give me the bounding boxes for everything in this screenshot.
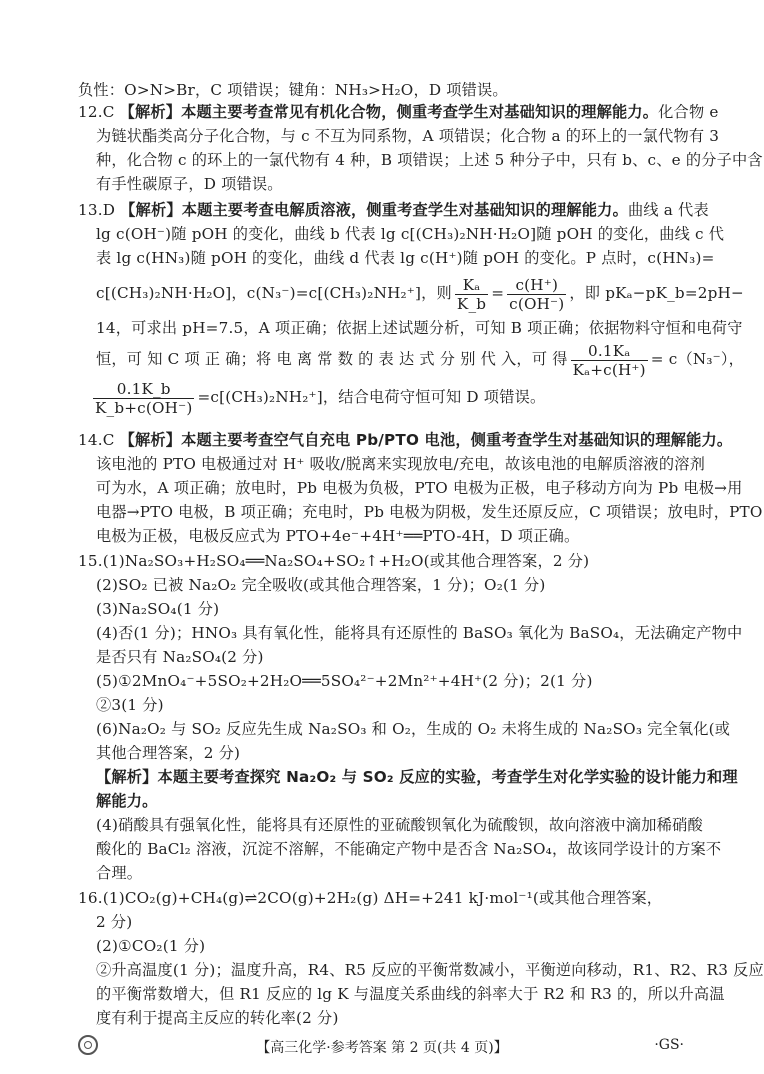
fraction	[507, 276, 566, 313]
text-line: (2)SO₂ 已被 Na₂O₂ 完全吸收(或其他合理答案，1 分)；O₂(1 分)	[96, 576, 546, 594]
text-span: c[(CH₃)₂NH·H₂O]，c(N₃⁻)=c[(CH₃)₂NH₂⁺]，则	[96, 284, 452, 302]
text-line: 其他合理答案，2 分)	[96, 744, 241, 762]
text-line: 负性：O>N>Br，C 项错误；键角：NH₃>H₂O，D 项错误。	[78, 81, 508, 99]
q13-line	[78, 200, 709, 220]
text-line: ②3(1 分)	[96, 696, 164, 714]
text-span: 曲线 a 代表	[627, 201, 709, 219]
text-line: (4)否(1 分)；HNO₃ 具有氧化性，能将具有还原性的 BaSO₃ 氧化为 BaSO₄，无法确定产物中	[96, 624, 743, 642]
text-span: 恒，可 知 C 项 正 确；将 电 离 常 数 的 表 达 式 分 别 代 入，可 得	[96, 350, 568, 368]
text-line: 14，可求出 pH=7.5，A 项正确；依据上述试题分析，可知 B 项正确；依据物料守恒和电荷守	[96, 319, 743, 337]
q14-answer: 14.C	[78, 431, 120, 449]
text-line: (4)硝酸具有强氧化性，能将具有还原性的亚硫酸钡氧化为硫酸钡，故向溶液中滴加稀硝酸	[96, 816, 703, 834]
text-span: ，即 pKₐ−pK_b=2pH−	[569, 284, 744, 302]
text-span: =c[(CH₃)₂NH₂⁺]，结合电荷守恒可知 D 项错误。	[197, 388, 546, 406]
denominator: K_b+c(OH⁻)	[95, 398, 193, 417]
q12-answer: 12.C	[78, 103, 120, 121]
fraction	[93, 380, 194, 417]
text-line: 合理。	[96, 864, 143, 882]
numerator: 0.1K_b	[93, 380, 194, 399]
numerator: 0.1Kₐ	[571, 342, 648, 361]
text-span: =	[491, 284, 505, 302]
formula-line	[96, 340, 744, 379]
text-line: 种，化合物 c 的环上的一氯代物有 4 种，B 项错误；上述 5 种分子中，只有 b、c、e 的分子中含	[96, 151, 763, 169]
text-line: ②升高温度(1 分)；温度升高，R4、R5 反应的平衡常数减小，平衡逆向移动，R1、R2、R3 反应	[96, 961, 764, 979]
text-span: 化合物 e	[658, 103, 719, 121]
denominator: Kₐ+c(H⁺)	[572, 360, 646, 379]
fraction	[455, 276, 488, 313]
text-line: (5)①2MnO₄⁻+5SO₂+2H₂O══5SO₄²⁻+2Mn²⁺+4H⁺(2 分)；2(1 分)	[96, 672, 593, 690]
text-line: 可为水，A 项正确；放电时，Pb 电极为负极，PTO 电极为正极，电子移动方向为 Pb 电极→用	[96, 479, 743, 497]
formula-line	[93, 378, 545, 417]
text-line: 酸化的 BaCl₂ 溶液，沉淀不溶解，不能确定产物中是否含 Na₂SO₄，故该同学设计的方案不	[96, 840, 722, 858]
text-line: (6)Na₂O₂ 与 SO₂ 反应先生成 Na₂SO₃ 和 O₂，生成的 O₂ 未将生成的 Na₂SO₃ 完全氧化(或	[96, 720, 731, 738]
text-line: 有手性碳原子，D 项错误。	[96, 175, 283, 193]
q15-analysis-heading-cont: 解能力。	[96, 792, 158, 810]
denominator: K_b	[456, 294, 487, 313]
text-line: (3)Na₂SO₄(1 分)	[96, 600, 220, 618]
text-line: 是否只有 Na₂SO₄(2 分)	[96, 648, 264, 666]
formula-line	[96, 274, 744, 313]
footer-title: 【高三化学·参考答案 第 2 页(共 4 页)】	[256, 1040, 508, 1056]
text-line: 该电池的 PTO 电极通过对 H⁺ 吸收/脱离来实现放电/充电，故该电池的电解质溶液的溶剂	[96, 455, 705, 473]
text-line: 2 分)	[96, 913, 133, 931]
text-line: 表 lg c(HN₃)随 pOH 的变化，曲线 d 代表 lg c(H⁺)随 pOH 的变化。P 点时，c(HN₃)=	[96, 249, 715, 267]
text-line: lg c(OH⁻)随 pOH 的变化，曲线 b 代表 lg c[(CH₃)₂NH·H₂O]随 pOH 的变化，曲线 c 代	[96, 225, 725, 243]
text-line: 度有利于提高主反应的转化率(2 分)	[96, 1009, 339, 1027]
fraction	[571, 342, 648, 379]
numerator: c(H⁺)	[507, 276, 566, 295]
q13-answer: 13.D	[78, 201, 121, 219]
q13-analysis-heading: 【解析】本题主要考查电解质溶液，侧重考查学生对基础知识的理解能力。	[120, 201, 628, 219]
text-line: (2)①CO₂(1 分)	[96, 937, 206, 955]
q14-analysis-heading: 【解析】本题主要考查空气自充电 Pb/PTO 电池，侧重考查学生对基础知识的理解能力。	[119, 431, 733, 449]
text-line: 电极为正极，电极反应式为 PTO+4e⁻+4H⁺══PTO-4H，D 项正确。	[96, 527, 580, 545]
page-footer	[0, 1035, 764, 1059]
q12-line	[78, 102, 719, 122]
q15-line: 15.(1)Na₂SO₃+H₂SO₄══Na₂SO₄+SO₂↑+H₂O(或其他合理答案，2 分)	[78, 552, 590, 570]
q14-line	[78, 430, 732, 450]
text-line: 电器→PTO 电极，B 项正确；充电时，Pb 电极为阴极，发生还原反应，C 项错误；放电时，PTO	[96, 503, 763, 521]
q15-analysis-heading: 【解析】本题主要考查探究 Na₂O₂ 与 SO₂ 反应的实验，考查学生对化学实验的设计能力和理	[96, 768, 738, 786]
numerator: Kₐ	[455, 276, 488, 295]
denominator: c(OH⁻)	[509, 294, 565, 313]
text-line: 的平衡常数增大，但 R1 反应的 lg K 与温度关系曲线的斜率大于 R2 和 R3 的，所以升高温	[96, 985, 725, 1003]
text-span: = c（N₃⁻），	[650, 350, 744, 368]
q16-line: 16.(1)CO₂(g)+CH₄(g)⇌2CO(g)+2H₂(g) ΔH=+241 kJ·mol⁻¹(或其他合理答案，	[78, 889, 663, 907]
text-line: 为链状酯类高分子化合物，与 c 不互为同系物，A 项错误；化合物 a 的环上的一氯代物有 3	[96, 127, 720, 145]
footer-tag: ·GS·	[654, 1037, 684, 1053]
q12-analysis-heading: 【解析】本题主要考查常见有机化合物，侧重考查学生对基础知识的理解能力。	[119, 103, 659, 121]
